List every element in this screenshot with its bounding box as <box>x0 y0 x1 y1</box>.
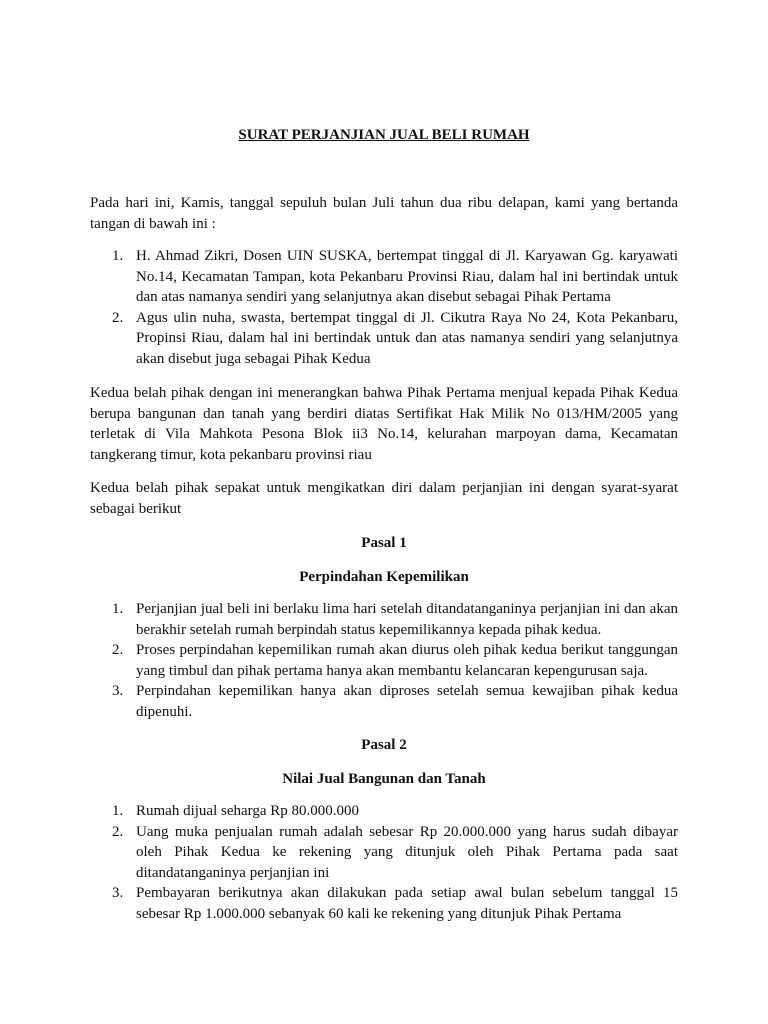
list-item <box>90 801 678 822</box>
list-item <box>90 599 678 640</box>
pasal-2-heading: Pasal 2 <box>361 737 407 753</box>
list-number: 2. <box>112 823 124 840</box>
parties-list <box>90 246 678 369</box>
list-number: 2. <box>112 642 124 658</box>
list-text: Agus ulin nuha, swasta, bertempat tinggal di Jl. Cikutra Raya No 24, Kota Pekanbaru, Propinsi Riau, dalam hal ini bertindak untuk dan atas namanya sendiri yang selanjutnya akan disebut juga sebagai Pihak Kedua <box>136 309 678 367</box>
list-number: 2. <box>112 309 124 326</box>
pasal-2-subheading: Nilai Jual Bangunan dan Tanah <box>282 771 486 787</box>
pasal-1-subheading: Perpindahan Kepemilikan <box>299 569 469 585</box>
list-number: 3. <box>112 885 124 901</box>
pasal-2-list <box>90 801 678 924</box>
document-title: SURAT PERJANJIAN JUAL BELI RUMAH <box>238 127 530 143</box>
list-item <box>90 822 678 884</box>
pasal-1-list <box>90 599 678 722</box>
list-item <box>90 308 678 370</box>
list-text: Uang muka penjualan rumah adalah sebesar Rp 20.000.000 yang harus sudah dibayar oleh Pihak Kedua ke rekening yang ditunjuk oleh Pihak Pertama pada saat ditandatanganinya perjanjian ini <box>136 823 678 881</box>
list-item <box>90 640 678 681</box>
intro-paragraph: Pada hari ini, Kamis, tanggal sepuluh bulan Juli tahun dua ribu delapan, kami yang bertanda tangan di bawah ini : <box>90 195 678 232</box>
list-number: 1. <box>112 601 124 617</box>
pasal-1-heading: Pasal 1 <box>361 535 407 551</box>
list-text: Rumah dijual seharga Rp 80.000.000 <box>136 803 360 819</box>
list-item <box>90 681 678 722</box>
agreement-paragraph: Kedua belah pihak sepakat untuk mengikatkan diri dalam perjanjian ini dengan syarat-syarat sebagai berikut <box>90 480 678 517</box>
list-text: Proses perpindahan kepemilikan rumah akan diurus oleh pihak kedua berikut tanggungan yang timbul dan pihak pertama hanya akan membantu kelancaran kepengurusan saja. <box>136 642 678 679</box>
statement-paragraph: Kedua belah pihak dengan ini menerangkan bahwa Pihak Pertama menjual kepada Pihak Kedua berupa bangunan dan tanah yang berdiri diatas Sertifikat Hak Milik No 013/HM/2005 yang terletak di Vila Mahkota Pesona Blok ii3 No.14, kelurahan marpoyan dama, Kecamatan tangkerang timur, kota pekanbaru provinsi riau <box>90 385 678 463</box>
list-number: 1. <box>112 803 124 819</box>
list-item <box>90 246 678 308</box>
list-number: 3. <box>112 683 124 699</box>
list-number: 1. <box>112 248 124 264</box>
list-item <box>90 883 678 924</box>
list-text: Pembayaran berikutnya akan dilakukan pada setiap awal bulan sebelum tanggal 15 sebesar Rp 1.000.000 sebanyak 60 kali ke rekening yang ditunjuk Pihak Pertama <box>136 885 678 922</box>
list-text: Perpindahan kepemilikan hanya akan diproses setelah semua kewajiban pihak kedua dipenuhi. <box>136 683 678 720</box>
list-text: H. Ahmad Zikri, Dosen UIN SUSKA, bertempat tinggal di Jl. Karyawan Gg. karyawati No.14, Kecamatan Tampan, kota Pekanbaru Provinsi Riau, dalam hal ini bertindak untuk dan atas namanya sendiri yang selanjutnya akan disebut sebagai Pihak Pertama <box>136 248 678 305</box>
list-text: Perjanjian jual beli ini berlaku lima hari setelah ditandatanganinya perjanjian ini dan akan berakhir setelah rumah berpindah status kepemilikannya kepada pihak kedua. <box>136 601 678 638</box>
